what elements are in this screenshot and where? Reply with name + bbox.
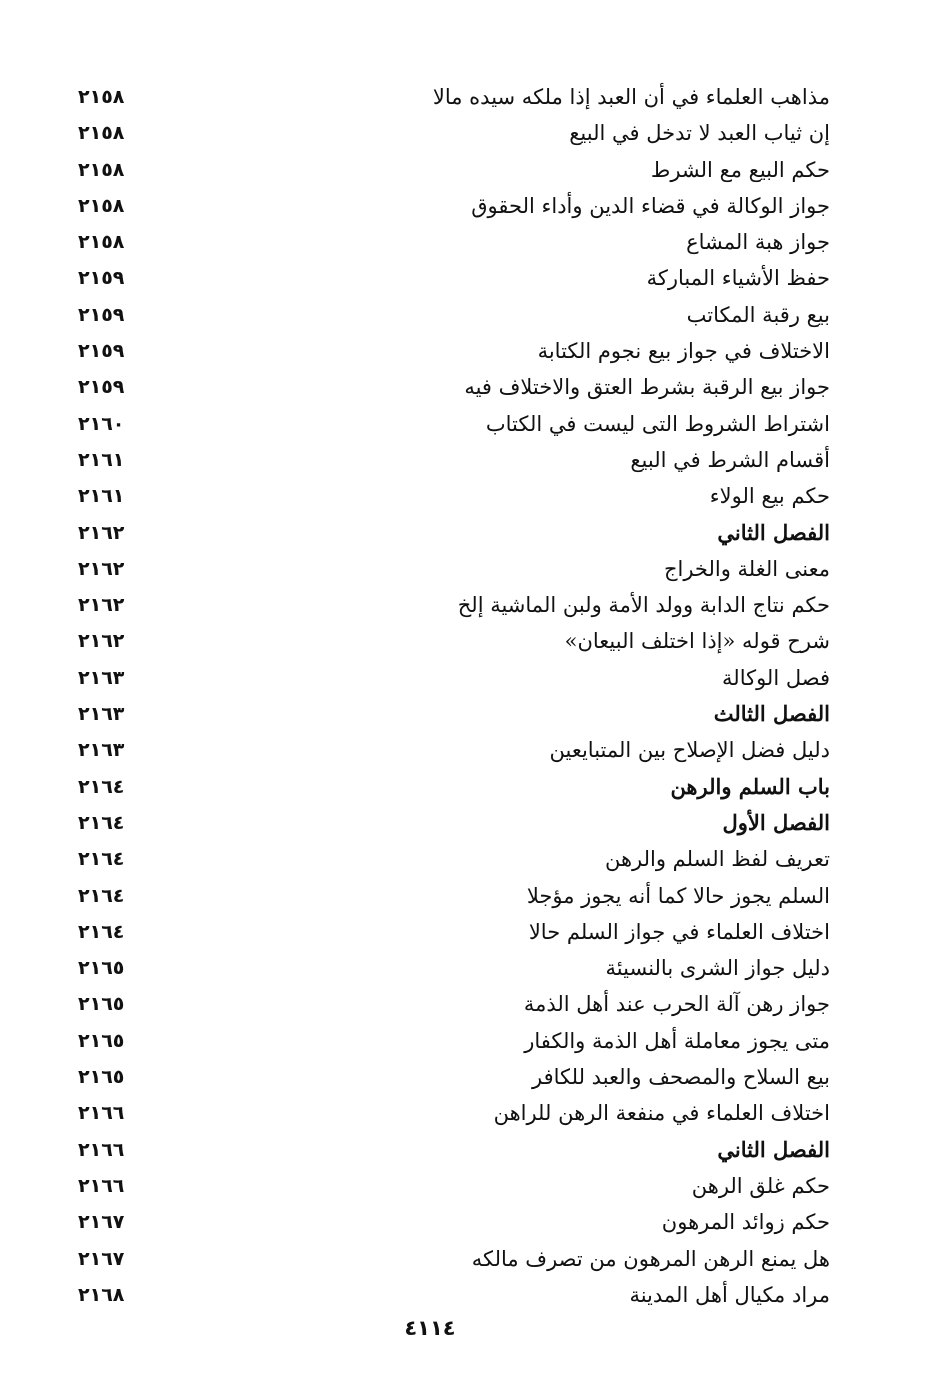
toc-entry [70, 1095, 830, 1131]
toc-entry-title: مراد مكيال أهل المدينة [629, 1282, 830, 1307]
toc-entry [70, 152, 830, 188]
toc-entry-page-number: ٢١٦١ [78, 448, 125, 471]
toc-entry-title: حفظ الأشياء المباركة [646, 266, 830, 291]
toc-section-heading [70, 769, 830, 805]
toc-entry-title: حكم غلق الرهن [691, 1173, 830, 1198]
toc-entry-title: دليل جواز الشرى بالنسيئة [605, 956, 830, 981]
toc-entry-title: اختلاف العلماء في جواز السلم حالا [528, 919, 830, 944]
toc-entry [70, 986, 830, 1022]
toc-entry-page-number: ٢١٦٤ [78, 920, 125, 943]
toc-entry [70, 841, 830, 877]
toc-entry [70, 587, 830, 623]
toc-entry-title: بيع رقبة المكاتب [686, 302, 830, 327]
toc-entry [70, 1277, 830, 1313]
page-number: ٤١١٤ [404, 1316, 456, 1340]
toc-entry-title: جواز بيع الرقبة بشرط العتق والاختلاف فيه [464, 375, 830, 400]
toc-entry-page-number: ٢١٥٩ [78, 303, 125, 326]
toc-entry-page-number: ٢١٦٢ [78, 521, 125, 544]
toc-section-heading [70, 1132, 830, 1168]
toc-entry-title: حكم البيع مع الشرط [650, 157, 830, 182]
toc-entry-title: هل يمنع الرهن المرهون من تصرف مالكه [471, 1246, 830, 1271]
toc-entry [70, 406, 830, 442]
toc-entry [70, 1059, 830, 1095]
toc-entry-page-number: ٢١٦٤ [78, 775, 125, 798]
toc-entry-page-number: ٢١٦٨ [78, 1283, 125, 1306]
toc-entry [70, 950, 830, 986]
toc-entry [70, 333, 830, 369]
toc-entry [70, 914, 830, 950]
toc-entry-title: باب السلم والرهن [670, 773, 830, 799]
toc-entry [70, 224, 830, 260]
toc-entry-title: حكم نتاج الدابة وولد الأمة ولبن الماشية إلخ [457, 593, 830, 618]
toc-entry-title: مذاهب العلماء في أن العبد إذا ملكه سيده مالا [432, 85, 830, 109]
toc-entry [70, 551, 830, 587]
toc-entry-page-number: ٢١٦٤ [78, 811, 125, 834]
toc-entry-title: متى يجوز معاملة أهل الذمة والكفار [524, 1028, 830, 1053]
toc-entry-page-number: ٢١٦٣ [78, 739, 125, 762]
toc-entry [70, 478, 830, 514]
toc-section-heading [70, 515, 830, 551]
toc-entry [70, 115, 830, 151]
toc-entry-page-number: ٢١٦٥ [78, 957, 125, 980]
toc-entry [70, 1168, 830, 1204]
toc-entry-page-number: ٢١٥٩ [78, 267, 125, 290]
toc-entry-title: حكم بيع الولاء [709, 484, 830, 509]
toc-entry-title: معنى الغلة والخراج [663, 556, 830, 581]
toc-entry [70, 297, 830, 333]
toc-entry-title: الفصل الثالث [713, 701, 830, 727]
toc-entry-page-number: ٢١٦٥ [78, 1066, 125, 1089]
toc-entry [70, 442, 830, 478]
toc-entry-page-number: ٢١٦٤ [78, 848, 125, 871]
toc-entry-title: الفصل الأول [722, 809, 830, 835]
toc-entry [70, 1023, 830, 1059]
toc-entry-title: الفصل الثاني [717, 1136, 830, 1162]
toc-entry-page-number: ٢١٦٦ [78, 1138, 125, 1161]
toc-entry-title: اشتراط الشروط التى ليست في الكتاب [485, 411, 830, 436]
toc-entry-title: الاختلاف في جواز بيع نجوم الكتابة [537, 339, 830, 364]
toc-entry-title: إن ثياب العبد لا تدخل في البيع [569, 121, 830, 146]
toc-entry [70, 660, 830, 696]
toc-entry-page-number: ٢١٦٥ [78, 1029, 125, 1052]
toc-entry-title: شرح قوله «إذا اختلف البيعان» [564, 629, 830, 654]
toc-section-heading [70, 805, 830, 841]
toc-entry-page-number: ٢١٦٠ [78, 412, 125, 435]
toc-entry-title: جواز الوكالة في قضاء الدين وأداء الحقوق [471, 193, 830, 218]
toc-entry-title: السلم يجوز حالا كما أنه يجوز مؤجلا [526, 883, 830, 908]
toc-entry [70, 732, 830, 768]
toc-entry-title: الفصل الثاني [717, 519, 830, 545]
toc-entry-page-number: ٢١٦٦ [78, 1174, 125, 1197]
toc-entry-title: دليل فضل الإصلاح بين المتبايعين [549, 738, 830, 763]
toc-entry-page-number: ٢١٥٨ [78, 86, 125, 108]
toc-entry [70, 188, 830, 224]
toc-entry-page-number: ٢١٦٤ [78, 884, 125, 907]
toc-entry-page-number: ٢١٥٨ [78, 194, 125, 217]
toc-entry [70, 1204, 830, 1240]
toc-section-heading [70, 696, 830, 732]
toc-entry-title: أقسام الشرط في البيع [630, 447, 830, 472]
toc-entry-page-number: ٢١٥٨ [78, 158, 125, 181]
toc-entry-title: فصل الوكالة [722, 665, 830, 690]
toc-entry-page-number: ٢١٦٢ [78, 594, 125, 617]
toc-entry-title: حكم زوائد المرهون [661, 1210, 830, 1235]
toc-entry-page-number: ٢١٥٨ [78, 231, 125, 254]
toc-entry [70, 1241, 830, 1277]
toc-entry-title: جواز رهن آلة الحرب عند أهل الذمة [523, 992, 830, 1017]
toc-entry-page-number: ٢١٦٦ [78, 1102, 125, 1125]
toc-entry-page-number: ٢١٦٢ [78, 630, 125, 653]
toc-entry [70, 260, 830, 296]
toc-entry-title: تعريف لفظ السلم والرهن [604, 847, 830, 872]
toc-entry-title: اختلاف العلماء في منفعة الرهن للراهن [493, 1101, 830, 1126]
toc-entry-title: جواز هبة المشاع [686, 230, 830, 255]
toc-entry [70, 79, 830, 115]
toc-entry-page-number: ٢١٦٣ [78, 703, 125, 726]
toc-entry [70, 623, 830, 659]
table-of-contents [70, 79, 830, 1313]
toc-entry [70, 878, 830, 914]
toc-entry-page-number: ٢١٥٩ [78, 376, 125, 399]
toc-entry-page-number: ٢١٥٩ [78, 340, 125, 363]
toc-entry-page-number: ٢١٦٣ [78, 666, 125, 689]
toc-entry-page-number: ٢١٦٧ [78, 1247, 125, 1270]
toc-entry-page-number: ٢١٦٧ [78, 1211, 125, 1234]
toc-entry-page-number: ٢١٥٨ [78, 122, 125, 145]
toc-entry-page-number: ٢١٦٥ [78, 993, 125, 1016]
toc-entry-page-number: ٢١٦٢ [78, 557, 125, 580]
toc-entry-page-number: ٢١٦١ [78, 485, 125, 508]
toc-entry [70, 369, 830, 405]
toc-entry-title: بيع السلاح والمصحف والعبد للكافر [532, 1065, 830, 1090]
